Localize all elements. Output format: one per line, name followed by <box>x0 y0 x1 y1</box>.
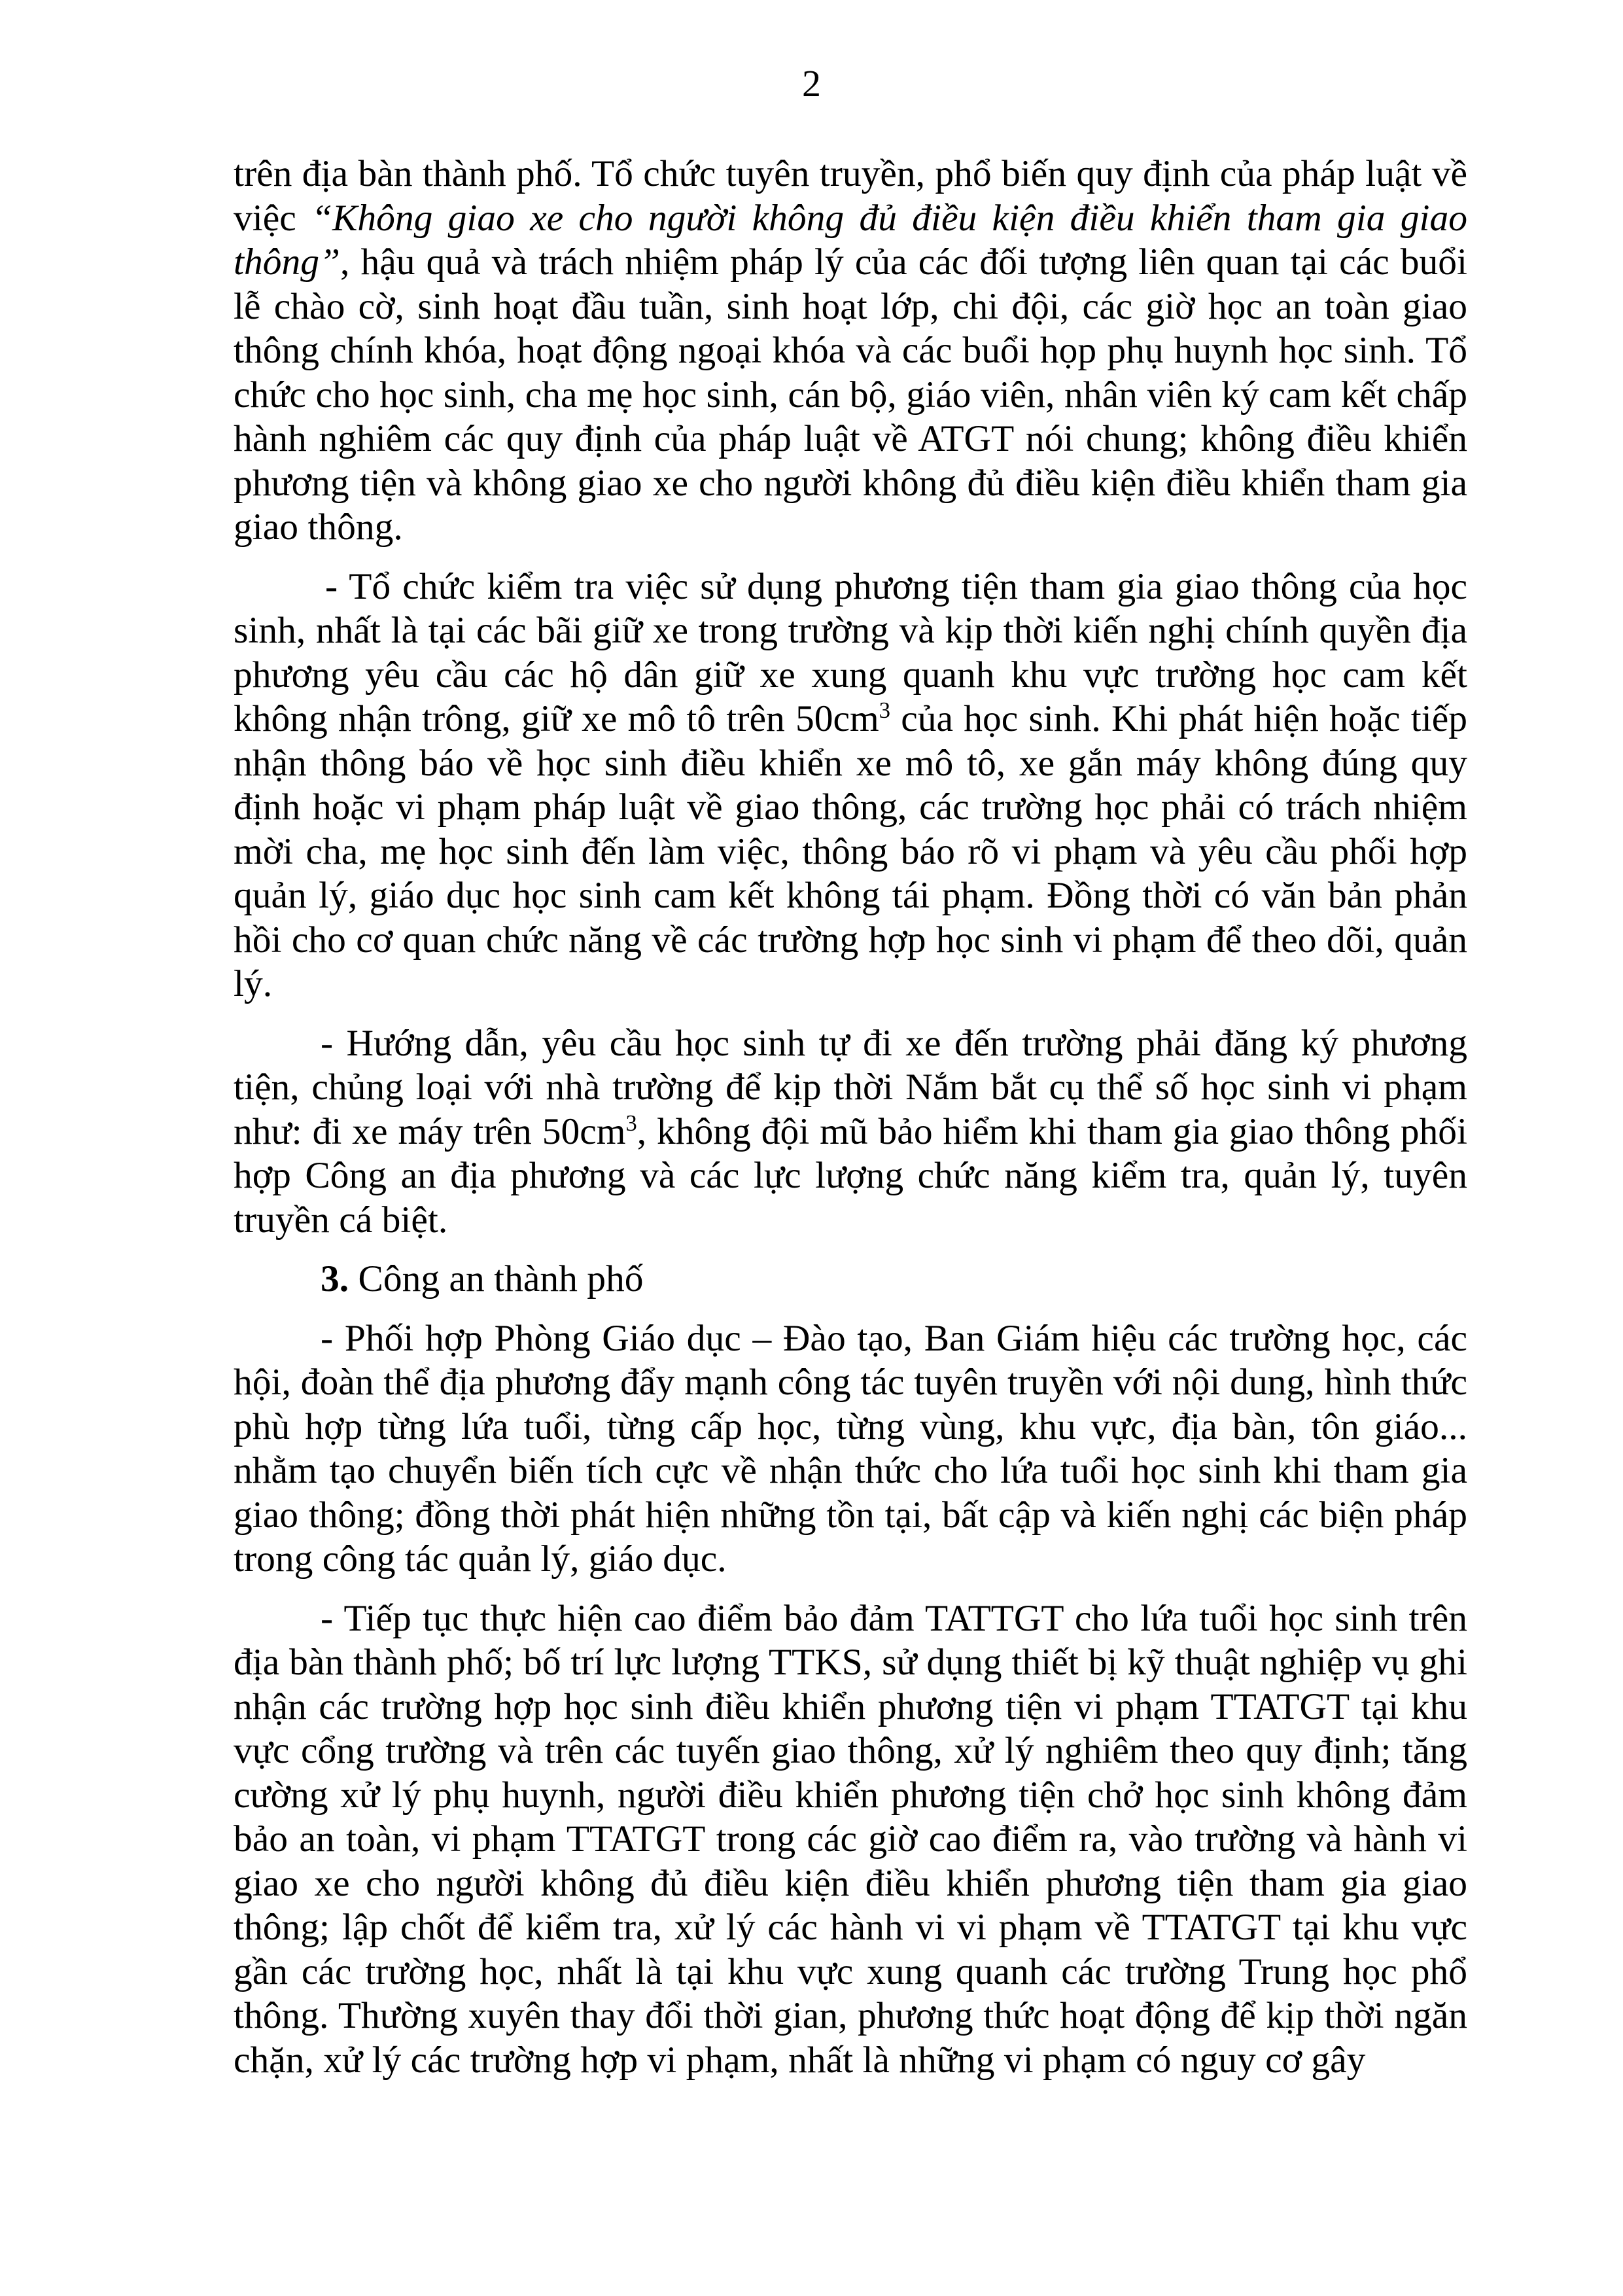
section-heading <box>234 1257 1467 1301</box>
paragraph-text: - Hướng dẫn, yêu cầu học sinh tự đi xe đến trường phải đăng ký phương tiện, chủng loại với nhà trường để kịp thời Nắm bắt cụ thể số học sinh vi phạm như: đi xe máy trên 50cm <box>234 1022 1467 1152</box>
paragraph-vehicle-inspection <box>234 565 1467 1006</box>
paragraph-text: trên địa bàn thành phố. Tổ chức tuyên truyền, phổ biến quy định của pháp luật về việc <box>234 153 1467 239</box>
paragraph-text: của học sinh. Khi phát hiện hoặc tiếp nhận thông báo về học sinh điều khiển xe mô tô, xe gắn máy không đúng quy định hoặc vi phạm pháp luật về giao thông, các trường học phải có trách nhiệm mời cha, mẹ học sinh đến làm việc, thông báo rõ vi phạm và yêu cầu phối hợp quản lý, giáo dục học sinh cam kết không tái phạm. Đồng thời có văn bản phản hồi cho cơ quan chức năng về các trường hợp học sinh vi phạm để theo dõi, quản lý. <box>234 698 1467 1004</box>
page-number: 2 <box>802 62 821 105</box>
superscript: 3 <box>879 698 890 723</box>
paragraph-text: , không đội mũ bảo hiểm khi tham gia giao thông phối hợp Công an địa phương và các lực lượng chức năng kiểm tra, quản lý, tuyên truyền cá biệt. <box>234 1110 1467 1241</box>
quoted-regulation: “Không giao xe cho người không đủ điều kiện điều khiển tham gia giao thông” <box>234 197 1467 283</box>
paragraph-enforcement <box>234 1597 1467 2083</box>
paragraph-text: - Tiếp tục thực hiện cao điểm bảo đảm TATTGT cho lứa tuổi học sinh trên địa bàn thành phố; bố trí lực lượng TTKS, sử dụng thiết bị kỹ thuật nghiệp vụ ghi nhận các trường hợp học sinh điều khiển phương tiện vi phạm TTATGT tại khu vực cổng trường và trên các tuyến giao thông, xử lý nghiêm theo quy định; tăng cường xử lý phụ huynh, người điều khiển phương tiện chở học sinh không đảm bảo an toàn, vi phạm TTATGT trong các giờ cao điểm ra, vào trường và hành vi giao xe cho người không đủ điều kiện điều khiển phương tiện tham gia giao thông; lập chốt để kiểm tra, xử lý các hành vi vi phạm về TTATGT tại khu vực gần các trường học, nhất là tại khu vực xung quanh các trường Trung học phổ thông. Thường xuyên thay đổi thời gian, phương thức hoạt động để kịp thời ngăn chặn, xử lý các trường hợp vi phạm, nhất là những vi phạm có nguy cơ gây <box>234 1597 1467 2081</box>
section-title: Công an thành phố <box>349 1258 644 1299</box>
paragraph-propaganda <box>234 152 1467 550</box>
paragraph-registration-guidance <box>234 1021 1467 1243</box>
paragraph-text: - Tổ chức kiểm tra việc sử dụng phương tiện tham gia giao thông của học sinh, nhất là tại các bãi giữ xe trong trường và kịp thời kiến nghị chính quyền địa phương yêu cầu các hộ dân giữ xe xung quanh khu vực trường học cam kết không nhận trông, giữ xe mô tô trên 50cm <box>234 565 1467 739</box>
paragraph-text: , hậu quả và trách nhiệm pháp lý của các đối tượng liên quan tại các buổi lễ chào cờ, sinh hoạt đầu tuần, sinh hoạt lớp, chi đội, các giờ học an toàn giao thông chính khóa, hoạt động ngoại khóa và các buổi họp phụ huynh học sinh. Tổ chức cho học sinh, cha mẹ học sinh, cán bộ, giáo viên, nhân viên ký cam kết chấp hành nghiêm các quy định của pháp luật về ATGT nói chung; không điều khiển phương tiện và không giao xe cho người không đủ điều kiện điều khiển tham gia giao thông. <box>234 241 1467 548</box>
paragraph-coordination <box>234 1316 1467 1581</box>
superscript: 3 <box>625 1110 637 1136</box>
section-number: 3. <box>321 1258 349 1299</box>
paragraph-text: - Phối hợp Phòng Giáo dục – Đào tạo, Ban Giám hiệu các trường học, các hội, đoàn thể địa phương đẩy mạnh công tác tuyên truyền với nội dung, hình thức phù hợp từng lứa tuổi, từng cấp học, từng vùng, khu vực, địa bàn, tôn giáo... nhằm tạo chuyển biến tích cực về nhận thức cho lứa tuổi học sinh khi tham gia giao thông; đồng thời phát hiện những tồn tại, bất cập và kiến nghị các biện pháp trong công tác quản lý, giáo dục. <box>234 1317 1467 1580</box>
document-body <box>234 152 1467 2097</box>
